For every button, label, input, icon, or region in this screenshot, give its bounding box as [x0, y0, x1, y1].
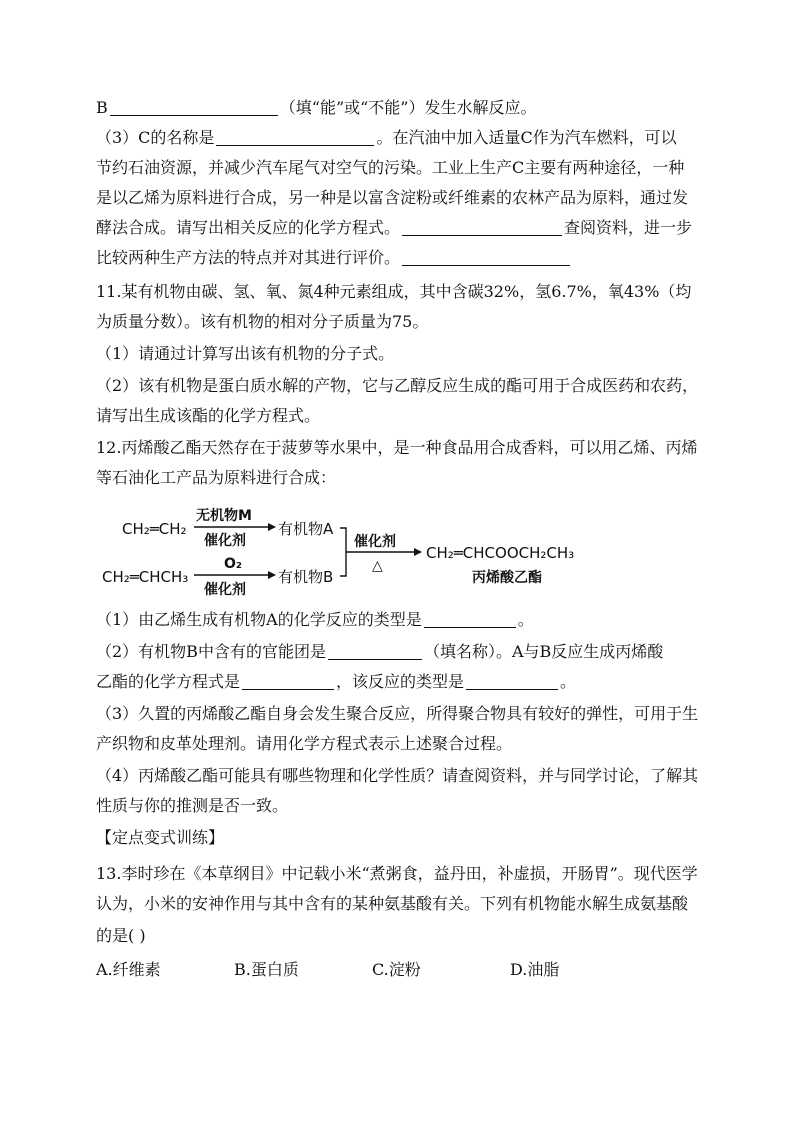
- reagent-label: O₂: [224, 556, 243, 572]
- text-line: （3）久置的丙烯酸乙酯自身会发生聚合反应，所得聚合物具有较好的弹性，可用于生: [96, 704, 699, 723]
- text-line: 节约石油资源，并减少汽车尾气对空气的污染。工业上生产C主要有两种途径，一种: [96, 158, 685, 177]
- arrow-head: [268, 571, 276, 579]
- line-text: 比较两种生产方法的特点并对其进行评价。: [96, 248, 401, 267]
- text-line: 等石油化工产品为原料进行合成：: [96, 468, 337, 487]
- answer-blank[interactable]: [328, 643, 422, 660]
- text-line: 认为，小米的安神作用与其中含有的某种氨基酸有关。下列有机物能水解生成氨基酸: [96, 894, 689, 913]
- option-c[interactable]: C.淀粉: [372, 960, 421, 979]
- catalyst-label: 催化剂: [354, 534, 396, 550]
- section-heading: 【定点变式训练】: [96, 828, 225, 847]
- text-line: （4）丙烯酸乙酯可能具有哪些物理和化学性质？请查阅资料，并与同学讨论，了解其: [96, 766, 699, 785]
- option-a[interactable]: A.纤维素: [96, 960, 161, 979]
- answer-blank[interactable]: [402, 249, 570, 266]
- arrow-head: [414, 548, 422, 556]
- catalyst-label: 催化剂: [204, 582, 246, 598]
- reaction-scheme: [96, 500, 696, 600]
- reagent-label: 无机物M: [196, 508, 252, 524]
- option-b[interactable]: B.蛋白质: [234, 960, 299, 979]
- question-13: 13.李时珍在《本草纲目》中记载小米“煮粥食，益丹田，补虚损，开肠胃”。现代医学: [96, 864, 698, 883]
- reactant-ethylene: CH₂═CH₂: [122, 520, 187, 538]
- text-line: [96, 218, 706, 238]
- merge-bracket: [340, 528, 346, 576]
- text-line: 的是( ): [96, 926, 146, 945]
- product-a: 有机物A: [278, 520, 334, 538]
- line-text: （填名称）。A与B反应生成丙烯酸: [423, 642, 664, 661]
- text-line: [96, 98, 706, 118]
- text-line: [96, 248, 706, 268]
- answer-blank[interactable]: [466, 673, 558, 690]
- text-line: （1）请通过计算写出该有机物的分子式。: [96, 344, 395, 363]
- line-text: 。: [517, 610, 534, 629]
- line-text: ，该反应的类型是: [336, 672, 465, 691]
- line-text: 查阅资料，进一步: [564, 218, 693, 237]
- answer-blank[interactable]: [110, 99, 278, 116]
- catalyst-label: 催化剂: [204, 533, 246, 549]
- text-line: 性质与你的推测是否一致。: [96, 796, 289, 815]
- product-name: 丙烯酸乙酯: [472, 570, 542, 586]
- question-12: 12.丙烯酸乙酯天然存在于菠萝等水果中，是一种食品用合成香料，可以用乙烯、丙烯: [96, 438, 698, 457]
- text-line: （2）该有机物是蛋白质水解的产物，它与乙醇反应生成的酯可用于合成医药和农药，: [96, 376, 699, 395]
- answer-blank[interactable]: [242, 673, 334, 690]
- text-line: [96, 642, 706, 662]
- question-11: 11.某有机物由碳、氢、氧、氮4种元素组成，其中含碳32%，氢6.7%，氧43%（均: [96, 282, 692, 301]
- line-text: B: [96, 98, 108, 117]
- text-line: [96, 672, 706, 692]
- text-line: [96, 610, 706, 630]
- text-line: 是以乙烯为原料进行合成，另一种是以富含淀粉或纤维素的农林产品为原料，通过发: [96, 188, 689, 207]
- line-text: （3）C的名称是: [96, 128, 215, 147]
- product-b: 有机物B: [278, 568, 334, 586]
- answer-blank[interactable]: [216, 129, 374, 146]
- arrow-head: [268, 523, 276, 531]
- product-formula: CH₂═CHCOOCH₂CH₃: [426, 544, 575, 562]
- heat-symbol: △: [372, 558, 383, 574]
- answer-blank[interactable]: [424, 611, 516, 628]
- text-line: [96, 128, 706, 148]
- line-text: 。: [560, 672, 577, 691]
- option-d[interactable]: D.油脂: [510, 960, 560, 979]
- answer-options: [96, 960, 706, 980]
- line-text: 。在汽油中加入适量C作为汽车燃料，可以: [376, 128, 677, 147]
- line-text: （填“能”或“不能”）发生水解反应。: [279, 98, 537, 117]
- text-line: 产织物和皮革处理剂。请用化学方程式表示上述聚合过程。: [96, 734, 513, 753]
- text-line: 为质量分数）。该有机物的相对分子质量为75。: [96, 312, 429, 331]
- line-text: 酵法合成。请写出相关反应的化学方程式。: [96, 218, 401, 237]
- line-text: 乙酯的化学方程式是: [96, 672, 241, 691]
- line-text: （2）有机物B中含有的官能团是: [96, 642, 326, 661]
- line-text: （1）由乙烯生成有机物A的化学反应的类型是: [96, 610, 422, 629]
- answer-blank[interactable]: [402, 219, 562, 236]
- reactant-propylene: CH₂═CHCH₃: [102, 568, 189, 586]
- text-line: 请写出生成该酯的化学方程式。: [96, 406, 321, 425]
